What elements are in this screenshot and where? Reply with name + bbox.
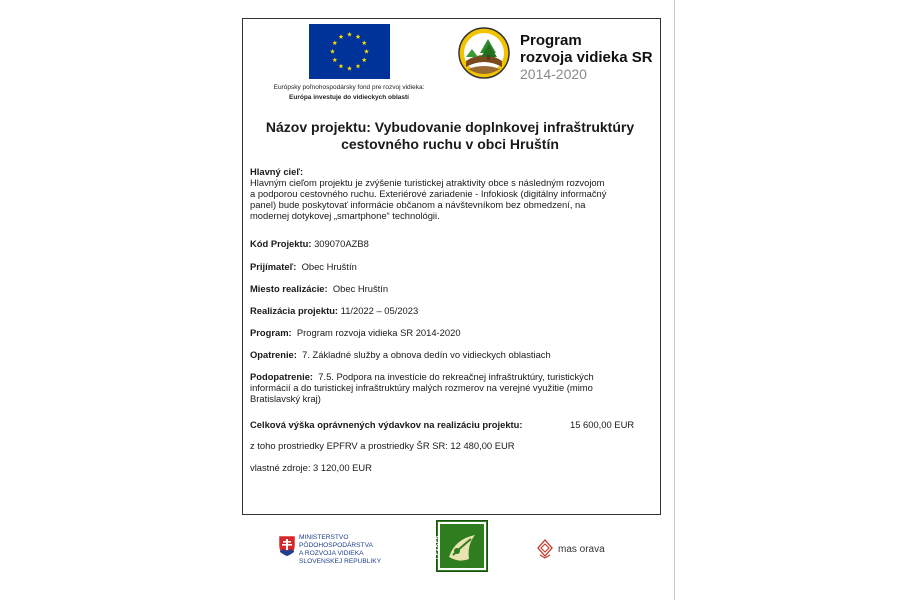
measure-label: Opatrenie: <box>250 349 297 360</box>
own-resources-line: vlastné zdroje: 3 120,00 EUR <box>250 462 372 473</box>
program-value: Program rozvoja vidieka SR 2014-2020 <box>296 327 461 338</box>
realization-label: Realizácia projektu: <box>250 305 339 316</box>
project-code-value: 309070AZB8 <box>314 238 369 249</box>
measure-value: 7. Základné služby a obnova dedín vo vidieckych oblastiach <box>302 349 551 360</box>
funding-line: z toho prostriedky EPFRV a prostriedky ŠR SR: 12 480,00 EUR <box>250 440 515 451</box>
submeasure-label: Podopatrenie: <box>250 371 314 382</box>
project-title-line1: Názov projektu: Vybudovanie doplnkovej infraštruktúry <box>265 119 635 135</box>
main-goal-section <box>250 166 655 221</box>
ministry-line: MINISTERSTVO <box>299 534 349 541</box>
submeasure-section <box>250 371 655 404</box>
main-goal-line: a podporou cestovného ruchu. Exteriérové zariadenie - Infokiosk (digitálny informačný <box>250 188 607 199</box>
location-value: Obec Hruštín <box>332 283 389 294</box>
eu-flag-icon <box>309 24 390 79</box>
program-label: Program: <box>250 327 292 338</box>
location-label: Miesto realizácie: <box>250 283 328 294</box>
prv-logo-title-line2: rozvoja vidieka SR <box>520 49 653 66</box>
mas-orava-logo-text: mas orava <box>558 544 605 555</box>
total-expenses-label: Celková výška oprávnených výdavkov na realizáciu projektu: <box>250 419 523 430</box>
page-divider-line <box>674 0 675 600</box>
project-code-label: Kód Projektu: <box>250 238 312 249</box>
eu-slogan: Európa investuje do vidieckych oblastí <box>289 94 409 101</box>
ministry-logo-text <box>299 534 381 566</box>
total-expenses-row <box>250 419 655 430</box>
eu-fund-caption: Európsky poľnohospodársky fond pre rozvoj vidieka: <box>273 84 425 91</box>
project-code-row <box>250 238 655 249</box>
leader-logo <box>436 520 488 572</box>
slovak-coat-of-arms-icon <box>278 535 296 557</box>
submeasure-line: informácií a do turistickej infraštruktúry malých rozmerov na verejné využitie (mimo <box>250 382 593 393</box>
leader-emblem-icon <box>437 521 487 571</box>
measure-row <box>250 349 655 360</box>
main-goal-line: panel) bude poskytovať informácie občanom a návštevníkom bez obmedzení, na <box>250 199 586 210</box>
main-goal-line: Hlavným cieľom projektu je zvýšenie turistickej atraktivity obce s následným rozvojom <box>250 177 605 188</box>
recipient-label: Prijímateľ: <box>250 261 297 272</box>
recipient-value: Obec Hruštín <box>301 261 357 272</box>
project-title <box>250 119 650 153</box>
mas-orava-emblem-icon <box>537 539 553 559</box>
submeasure-line: 7.5. Podpora na investície do rekreačnej infraštruktúry, turistických <box>318 371 594 382</box>
leader-text: LEADER <box>436 535 442 559</box>
main-goal-line: modernej dotykovej „smartphone“ technológii. <box>250 210 440 221</box>
prv-logo-years: 2014-2020 <box>520 66 587 82</box>
main-goal-label: Hlavný cieľ: <box>250 166 304 177</box>
location-row <box>250 283 655 294</box>
footer-logos <box>0 518 900 600</box>
prv-logo-title-line1: Program <box>520 32 582 49</box>
ministry-line: PÔDOHOSPODÁRSTVA <box>299 542 373 549</box>
total-expenses-value: 15 600,00 EUR <box>570 419 635 430</box>
realization-row <box>250 305 655 316</box>
project-information-board <box>242 18 661 515</box>
submeasure-line: Bratislavský kraj) <box>250 393 321 404</box>
recipient-row <box>250 261 655 272</box>
prv-logo-icon <box>458 27 510 79</box>
project-title-line2: cestovného ruchu v obci Hruštín <box>341 136 559 152</box>
ministry-line: SLOVENSKEJ REPUBLIKY <box>299 558 382 565</box>
realization-value: 11/2022 – 05/2023 <box>340 305 419 316</box>
program-row <box>250 327 655 338</box>
ministry-line: A ROZVOJA VIDIEKA <box>299 550 364 557</box>
